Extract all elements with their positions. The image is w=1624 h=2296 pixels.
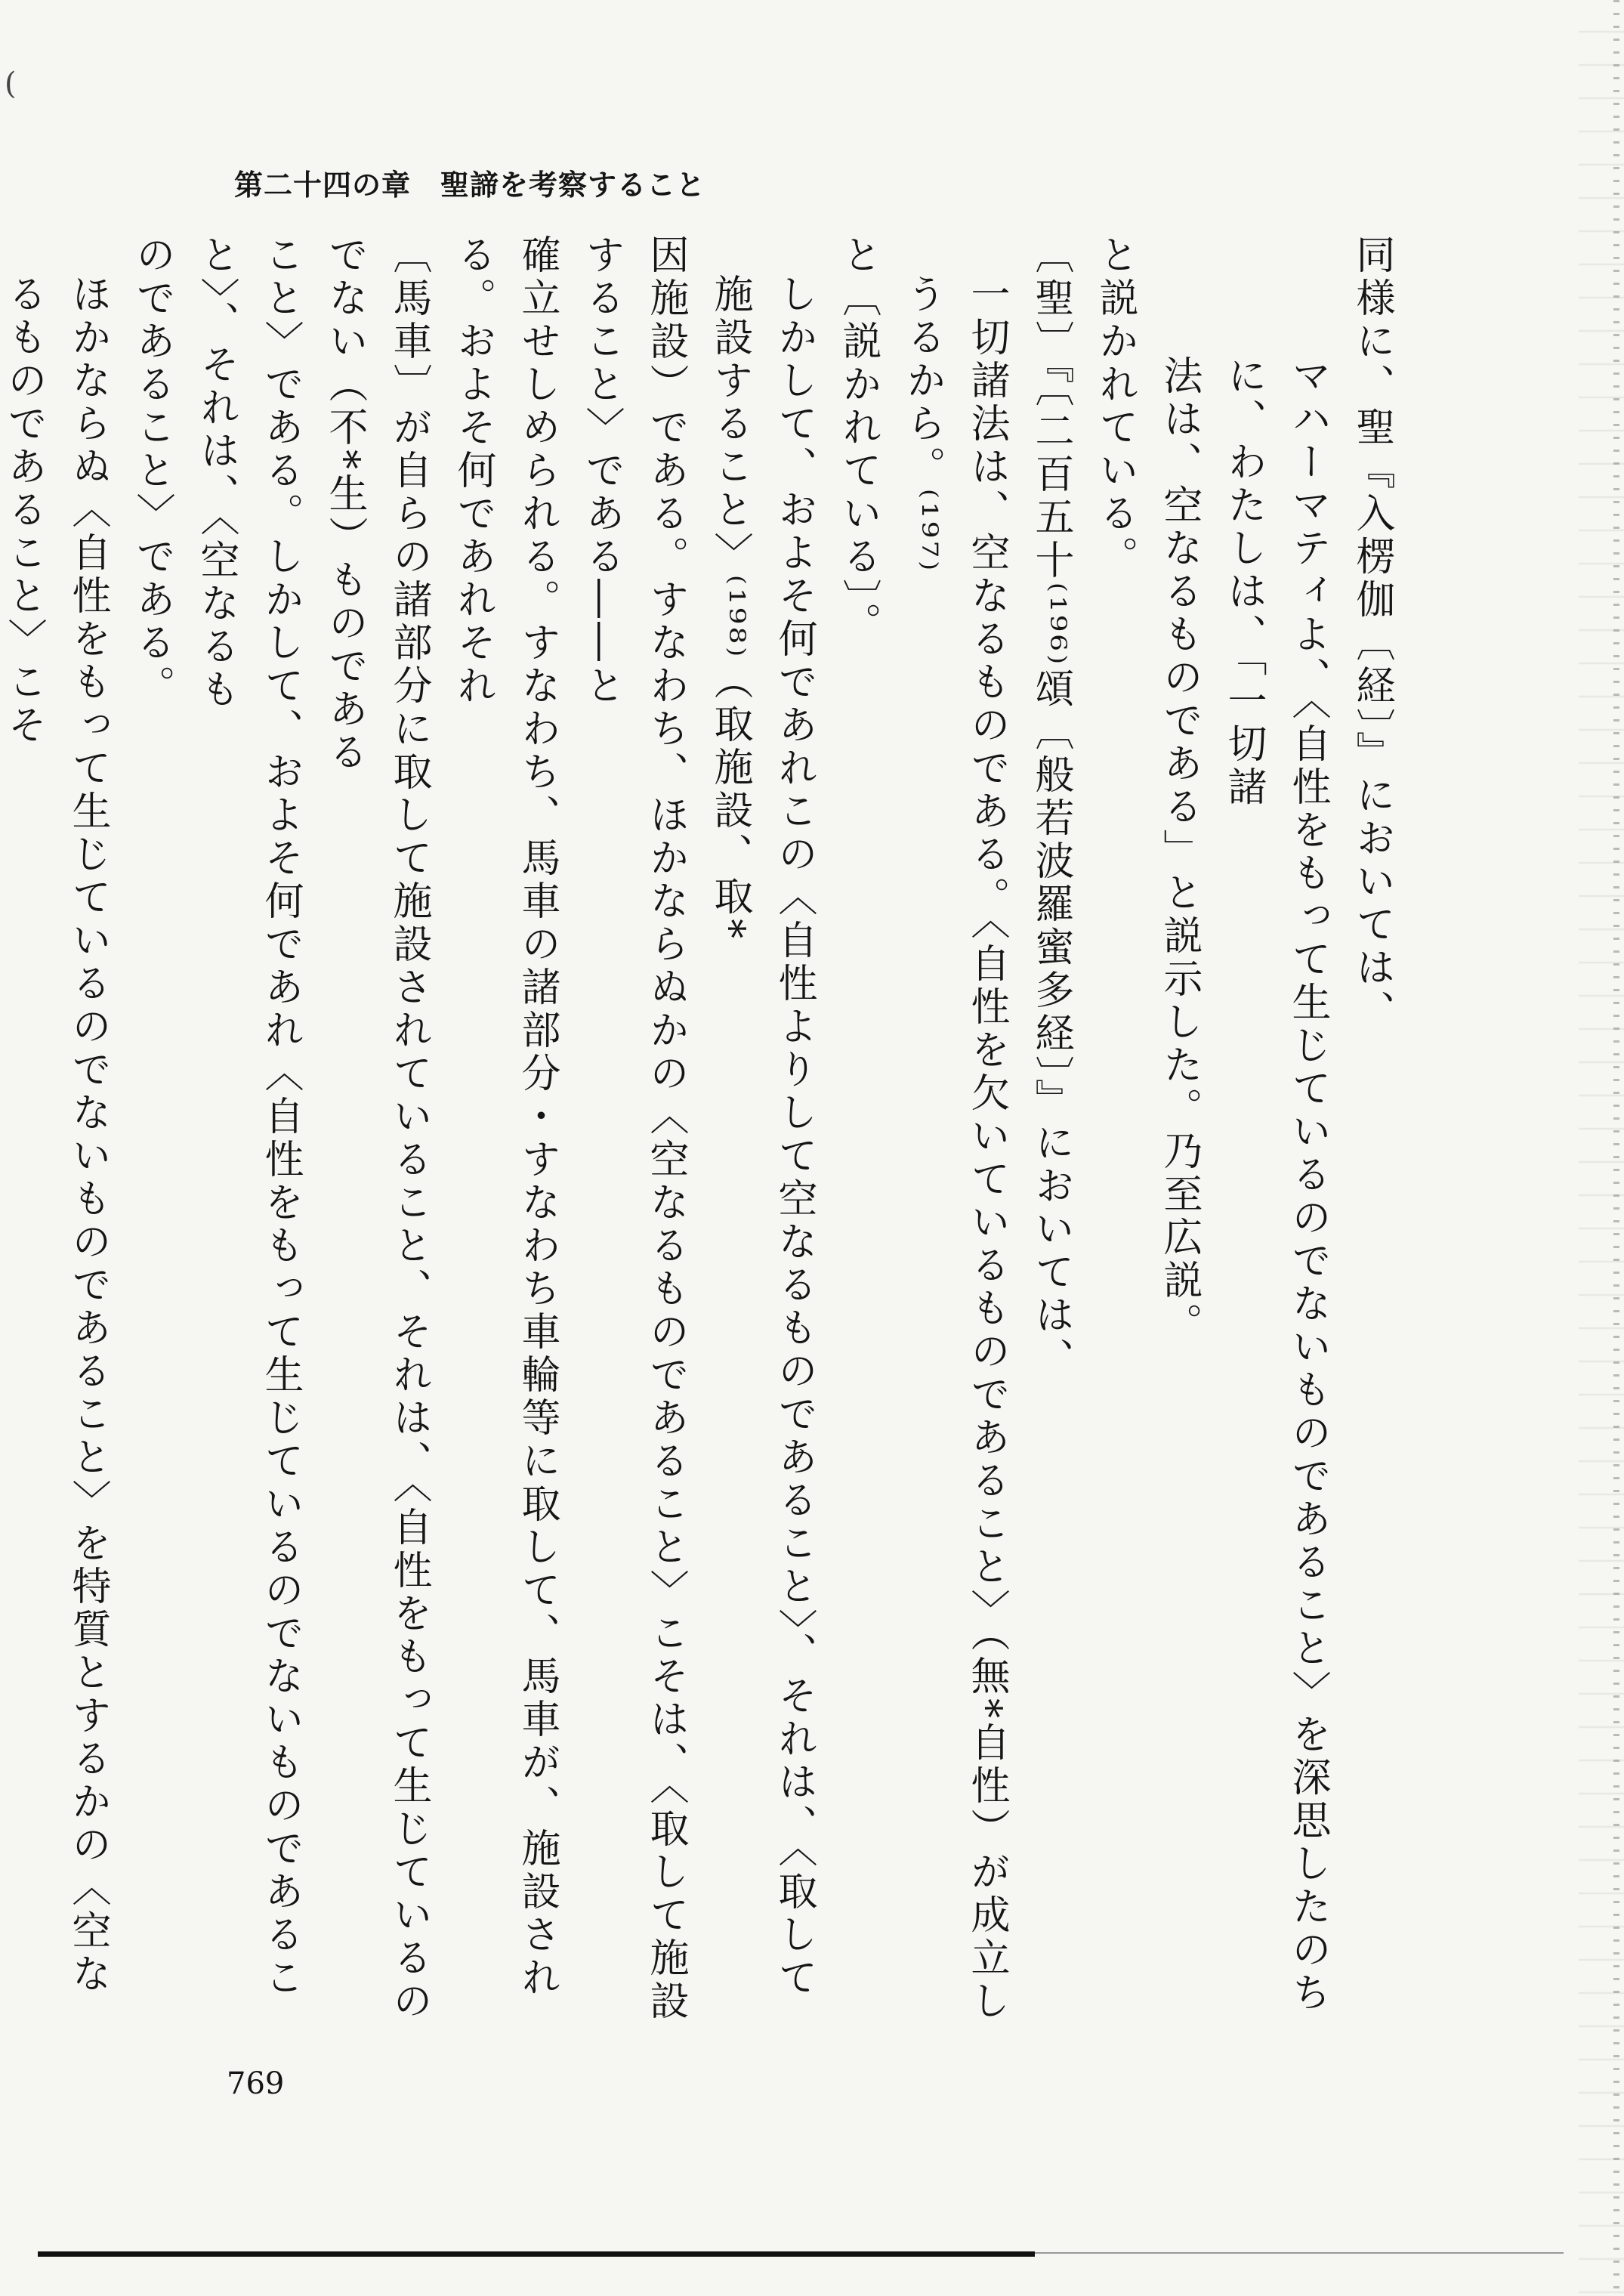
scan-edge-noise xyxy=(1579,0,1624,2296)
text-line: と説かれている。 xyxy=(1092,234,1138,579)
text-line: ほかならぬ〈自性をもって生じているのでないものであること〉を特質とするかの〈空なるものであること〉こそ xyxy=(1,273,110,1996)
bottom-rule-thin xyxy=(1035,2252,1564,2254)
text-line: こと〉である。しかして、およそ何であれ〈自性をもって生じているのでないものであること〉、それは、〈空なるも xyxy=(193,234,303,2000)
text-line: 法は、空なるものである」と説示した。乃至広説。 xyxy=(1156,355,1202,1346)
text-line: 確立せしめられる。すなわち、馬車の諸部分・すなわち車輪等に取して、馬車が、施設される。およそ何であれそれ xyxy=(450,234,560,2000)
text-line: 〔馬車〕が自らの諸部分に取して施設されていること、それは、〈自性をもって生じているのでない（不*生）ものである xyxy=(322,234,431,2023)
text-line: と〔説かれている〕。 xyxy=(835,234,881,645)
bottom-rule xyxy=(38,2251,1035,2257)
page-number: 769 xyxy=(227,2066,285,2101)
running-header: 第二十四の章 聖諦を考察すること xyxy=(234,168,706,202)
text-line: 一切諸法は、空なるものである。〈自性を欠いているものであること〉（無*自性）が成立しうるから。⁽¹⁹⁷⁾ xyxy=(900,273,1009,2023)
vertical-text-body xyxy=(1,234,1403,2032)
text-line: 因施設）である。すなわち、ほかならぬかの〈空なるものであること〉こそは、〈取して施設すること〉である――と xyxy=(579,234,688,2023)
text-line: 同様に、聖『入楞伽〔経〕』においては、 xyxy=(1349,234,1394,1033)
page-curl-mark: ( xyxy=(5,66,17,101)
text-line: のであること〉である。 xyxy=(129,234,174,708)
text-line: マハーマティよ、〈自性をもって生じているのでないものであること〉を深思したのちに、わたしは、「一切諸 xyxy=(1221,355,1330,2015)
text-line: しかして、およそ何であれこの〈自性よりして空なるものであること〉、それは、〈取して施設すること〉⁽¹⁹⁸⁾（取施設、取* xyxy=(707,273,817,2000)
text-line: 〔聖〕『〔二百五十⁽¹⁹⁶⁾頌〔般若波羅蜜多経〕』においては、 xyxy=(1028,234,1073,1381)
